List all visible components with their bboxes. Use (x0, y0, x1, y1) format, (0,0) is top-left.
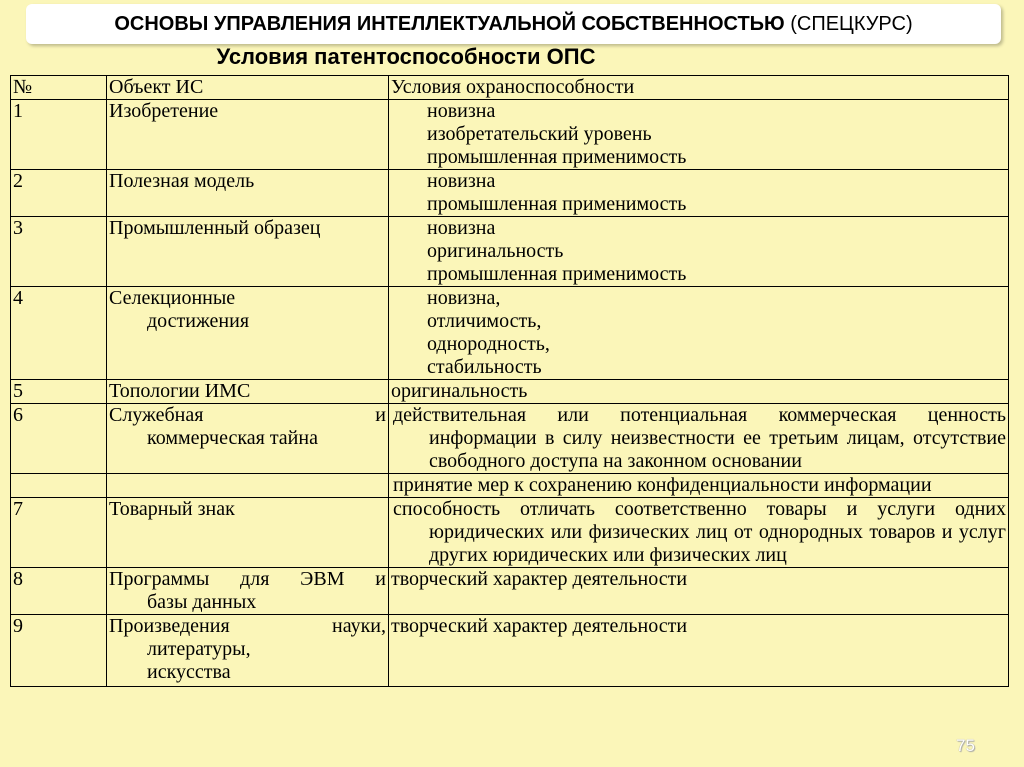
table-row (11, 170, 1009, 217)
row-object: Товарный знак (107, 498, 389, 568)
row-conditions: новизна оригинальность промышленная применимость (389, 217, 1009, 287)
row-conditions: новизна изобретательский уровень промышленная применимость (389, 100, 1009, 170)
row-conditions: новизна промышленная применимость (389, 170, 1009, 217)
row-object (107, 474, 389, 498)
row-num: 5 (11, 380, 107, 404)
row-conditions: творческий характер деятельности (389, 568, 1009, 615)
row-num: 6 (11, 404, 107, 474)
header-conditions: Условия охраноспособности (389, 76, 1009, 100)
header-title: ОСНОВЫ УПРАВЛЕНИЯ ИНТЕЛЛЕКТУАЛЬНОЙ СОБСТВЕННОСТЬЮ (СПЕЦКУРС) (114, 12, 913, 35)
header-object: Объект ИС (107, 76, 389, 100)
row-object: Произведения науки, литературы, искусства (107, 615, 389, 687)
row-conditions: принятие мер к сохранению конфиденциальности информации (389, 474, 1009, 498)
row-num: 8 (11, 568, 107, 615)
row-conditions: действительная или потенциальная коммерческая ценность информации в силу неизвестности ее третьим лицам, отсутствие свободного доступа на законном основании (389, 404, 1009, 474)
row-object: Изобретение (107, 100, 389, 170)
row-object: Программы для ЭВМ и базы данных (107, 568, 389, 615)
table-row (11, 217, 1009, 287)
patentability-table (10, 75, 1009, 687)
row-conditions: способность отличать соответственно товары и услуги одних юридических или физических лиц от однородных товаров и услуг других юридических или физических лиц (389, 498, 1009, 568)
row-object: Селекционные достижения (107, 287, 389, 380)
row-num: 4 (11, 287, 107, 380)
row-num (11, 474, 107, 498)
row-num: 9 (11, 615, 107, 687)
table-row (11, 615, 1009, 687)
row-conditions: творческий характер деятельности (389, 615, 1009, 687)
page-title: Условия патентоспособности ОПС (216, 44, 596, 69)
row-conditions: оригинальность (389, 380, 1009, 404)
table-row (11, 404, 1009, 474)
row-num: 1 (11, 100, 107, 170)
table-row (11, 287, 1009, 380)
row-object: Топологии ИМС (107, 380, 389, 404)
row-object: Промышленный образец (107, 217, 389, 287)
table-row (11, 498, 1009, 568)
row-num: 3 (11, 217, 107, 287)
row-conditions: новизна, отличимость, однородность, стабильность (389, 287, 1009, 380)
header-num: № (11, 76, 107, 100)
header-bar (26, 4, 1001, 44)
row-object: Служебная и коммерческая тайна (107, 404, 389, 474)
table-header-row (11, 76, 1009, 100)
table-row (11, 100, 1009, 170)
row-object: Полезная модель (107, 170, 389, 217)
table-row (11, 568, 1009, 615)
row-num: 7 (11, 498, 107, 568)
row-num: 2 (11, 170, 107, 217)
table-row (11, 474, 1009, 498)
table-row (11, 380, 1009, 404)
slide-number: 75 (956, 736, 975, 755)
